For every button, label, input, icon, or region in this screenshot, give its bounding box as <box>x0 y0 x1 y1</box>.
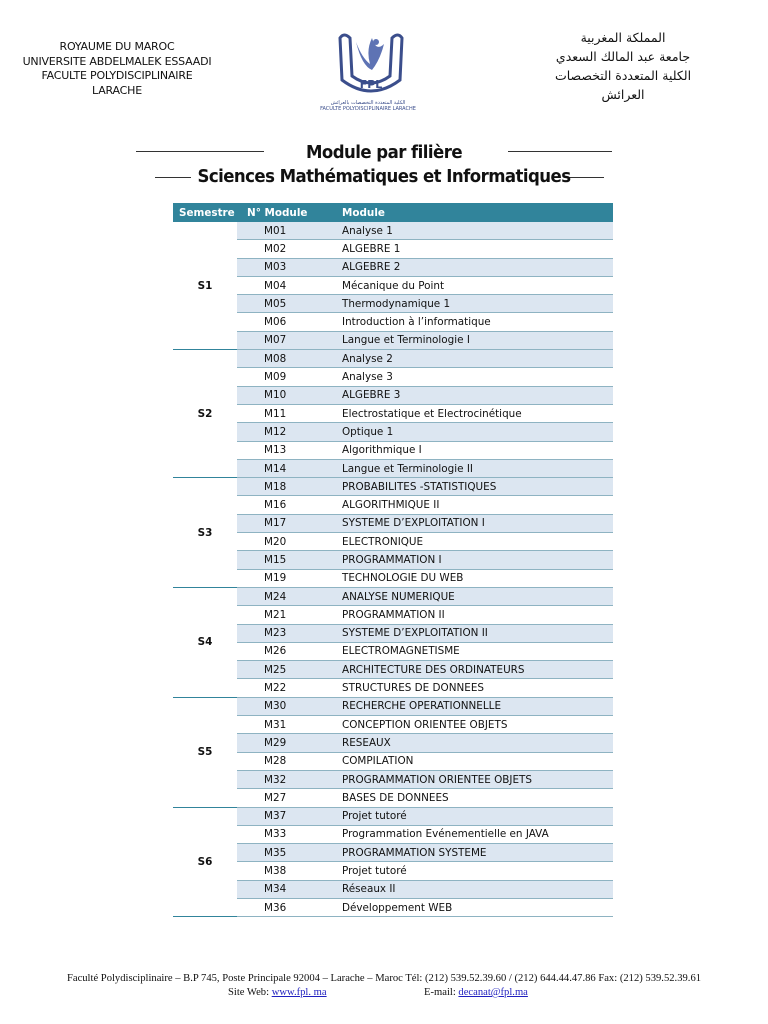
header-right-block <box>538 28 708 104</box>
semester-cell: S3 <box>173 478 237 588</box>
module-name-cell: PROGRAMMATION I <box>322 551 613 569</box>
page-title: Module par filière <box>305 142 463 163</box>
logo-caption-fr: FACULTE POLYDISCIPLINAIRE LARACHE <box>320 106 416 112</box>
module-name-cell: ALGEBRE 3 <box>322 386 613 404</box>
module-number-cell: M33 <box>237 825 322 843</box>
header-right-line: الكلية المتعددة التخصصات <box>554 68 692 83</box>
module-number-cell: M01 <box>237 222 322 240</box>
module-number-cell: M09 <box>237 368 322 386</box>
module-number-cell: M14 <box>237 459 322 477</box>
table-header-row <box>173 203 613 222</box>
table-row <box>173 331 613 349</box>
header-right-line: العرائش <box>601 87 645 102</box>
module-name-cell: Projet tutoré <box>322 807 613 825</box>
table-row <box>173 716 613 734</box>
table-row <box>173 752 613 770</box>
module-number-cell: M30 <box>237 697 322 715</box>
module-number-cell: M20 <box>237 533 322 551</box>
table-row <box>173 459 613 477</box>
table-body <box>173 222 613 917</box>
module-name-cell: CONCEPTION ORIENTEE OBJETS <box>322 716 613 734</box>
module-number-cell: M37 <box>237 807 322 825</box>
module-name-cell: Optique 1 <box>322 423 613 441</box>
module-number-cell: M27 <box>237 789 322 807</box>
module-name-cell: Programmation Evénementielle en JAVA <box>322 825 613 843</box>
module-name-cell: STRUCTURES DE DONNEES <box>322 679 613 697</box>
module-name-cell: Réseaux II <box>322 880 613 898</box>
module-number-cell: M10 <box>237 386 322 404</box>
footer-mail-link[interactable]: decanat@fpl.ma <box>458 987 528 998</box>
header-semestre: Semestre <box>173 203 237 222</box>
semester-cell: S1 <box>173 222 237 350</box>
table-row <box>173 276 613 294</box>
module-name-cell: RESEAUX <box>322 734 613 752</box>
footer-web-label: Site Web: <box>228 987 272 998</box>
table-row <box>173 240 613 258</box>
module-number-cell: M16 <box>237 496 322 514</box>
footer-address: Faculté Polydisciplinaire – B.P 745, Poste Principale 92004 – Larache – Maroc Tél: (212) 539.52.39.60 / (212) 644.44.47.86 Fax: (212) 539.52.39.61 <box>66 973 702 984</box>
module-number-cell: M35 <box>237 844 322 862</box>
module-name-cell: ALGEBRE 1 <box>322 240 613 258</box>
module-name-cell: Analyse 1 <box>322 222 613 240</box>
table-row <box>173 789 613 807</box>
module-name-cell: Langue et Terminologie II <box>322 459 613 477</box>
module-name-cell: Projet tutoré <box>322 862 613 880</box>
header-left-line: ROYAUME DU MAROC <box>59 40 175 53</box>
modules-table <box>173 203 613 917</box>
module-number-cell: M13 <box>237 441 322 459</box>
module-name-cell: Electrostatique et Electrocinétique <box>322 404 613 422</box>
header-right-line: المملكة المغربية <box>580 30 666 45</box>
logo-caption <box>318 100 418 112</box>
module-name-cell: PROGRAMMATION SYSTEME <box>322 844 613 862</box>
table-row <box>173 679 613 697</box>
module-number-cell: M22 <box>237 679 322 697</box>
header-module: Module <box>322 203 613 222</box>
module-name-cell: ANALYSE NUMERIQUE <box>322 587 613 605</box>
module-name-cell: Thermodynamique 1 <box>322 295 613 313</box>
module-number-cell: M23 <box>237 624 322 642</box>
module-number-cell: M25 <box>237 661 322 679</box>
module-name-cell: PROGRAMMATION ORIENTEE OBJETS <box>322 770 613 788</box>
table-row <box>173 295 613 313</box>
module-name-cell: Introduction à l’informatique <box>322 313 613 331</box>
semester-cell: S2 <box>173 350 237 478</box>
module-number-cell: M04 <box>237 276 322 294</box>
module-number-cell: M05 <box>237 295 322 313</box>
module-name-cell: ARCHITECTURE DES ORDINATEURS <box>322 661 613 679</box>
module-number-cell: M26 <box>237 642 322 660</box>
module-name-cell: TECHNOLOGIE DU WEB <box>322 569 613 587</box>
table-row <box>173 258 613 276</box>
table-row <box>173 423 613 441</box>
module-number-cell: M24 <box>237 587 322 605</box>
table-row <box>173 734 613 752</box>
footer-mail <box>424 987 528 998</box>
module-name-cell: RECHERCHE OPERATIONNELLE <box>322 697 613 715</box>
header-right-line: جامعة عبد المالك السعدي <box>555 49 691 64</box>
module-number-cell: M02 <box>237 240 322 258</box>
logo-caption-ar: الكلية المتعددة التخصصات بالعرائش <box>330 100 406 106</box>
table-row <box>173 514 613 532</box>
table-row <box>173 898 613 916</box>
logo-text: FPL <box>359 78 383 91</box>
module-number-cell: M31 <box>237 716 322 734</box>
footer-mail-label: E-mail: <box>424 987 459 998</box>
header-left-block <box>22 40 212 98</box>
module-number-cell: M07 <box>237 331 322 349</box>
module-name-cell: ELECTRONIQUE <box>322 533 613 551</box>
module-name-cell: ELECTROMAGNETISME <box>322 642 613 660</box>
table-row <box>173 386 613 404</box>
semester-cell: S4 <box>173 587 237 697</box>
module-name-cell: COMPILATION <box>322 752 613 770</box>
table-row <box>173 807 613 825</box>
table-row <box>173 606 613 624</box>
module-name-cell: PROGRAMMATION II <box>322 606 613 624</box>
table-row <box>173 350 613 368</box>
table-row <box>173 844 613 862</box>
footer-web-link[interactable]: www.fpl. ma <box>271 987 327 998</box>
table-row <box>173 825 613 843</box>
table-row <box>173 661 613 679</box>
header-left-line: FACULTE POLYDISCIPLINAIRE <box>41 69 193 82</box>
module-number-cell: M19 <box>237 569 322 587</box>
footer-web <box>228 987 327 998</box>
module-name-cell: PROBABILITES -STATISTIQUES <box>322 478 613 496</box>
module-number-cell: M38 <box>237 862 322 880</box>
module-name-cell: BASES DE DONNEES <box>322 789 613 807</box>
table-row <box>173 222 613 240</box>
table-row <box>173 587 613 605</box>
module-number-cell: M28 <box>237 752 322 770</box>
table-row <box>173 496 613 514</box>
table-row <box>173 441 613 459</box>
header-left-line: LARACHE <box>92 83 142 97</box>
module-name-cell: Analyse 2 <box>322 350 613 368</box>
table-row <box>173 478 613 496</box>
table-row <box>173 313 613 331</box>
table-row <box>173 770 613 788</box>
module-number-cell: M17 <box>237 514 322 532</box>
module-number-cell: M29 <box>237 734 322 752</box>
table-row <box>173 624 613 642</box>
module-name-cell: ALGORITHMIQUE II <box>322 496 613 514</box>
module-number-cell: M03 <box>237 258 322 276</box>
header-left-line: UNIVERSITE ABDELMALEK ESSAADI <box>22 54 212 68</box>
module-name-cell: SYSTEME D’EXPLOITATION I <box>322 514 613 532</box>
table-row <box>173 368 613 386</box>
module-name-cell: SYSTEME D’EXPLOITATION II <box>322 624 613 642</box>
table-row <box>173 642 613 660</box>
table-row <box>173 569 613 587</box>
module-number-cell: M18 <box>237 478 322 496</box>
page-subtitle: Sciences Mathématiques et Informatiques <box>197 166 571 187</box>
module-number-cell: M11 <box>237 404 322 422</box>
table-row <box>173 862 613 880</box>
table-row <box>173 404 613 422</box>
module-number-cell: M32 <box>237 770 322 788</box>
module-number-cell: M08 <box>237 350 322 368</box>
module-name-cell: Analyse 3 <box>322 368 613 386</box>
module-name-cell: Langue et Terminologie I <box>322 331 613 349</box>
module-number-cell: M36 <box>237 898 322 916</box>
module-number-cell: M34 <box>237 880 322 898</box>
module-number-cell: M06 <box>237 313 322 331</box>
table-row <box>173 880 613 898</box>
semester-cell: S5 <box>173 697 237 807</box>
module-number-cell: M12 <box>237 423 322 441</box>
table-row <box>173 551 613 569</box>
module-name-cell: Développement WEB <box>322 898 613 916</box>
semester-cell: S6 <box>173 807 237 917</box>
module-name-cell: Mécanique du Point <box>322 276 613 294</box>
header-num-module: N° Module <box>237 203 322 222</box>
module-number-cell: M15 <box>237 551 322 569</box>
table-row <box>173 697 613 715</box>
module-name-cell: Algorithmique I <box>322 441 613 459</box>
module-name-cell: ALGEBRE 2 <box>322 258 613 276</box>
module-number-cell: M21 <box>237 606 322 624</box>
table-row <box>173 533 613 551</box>
